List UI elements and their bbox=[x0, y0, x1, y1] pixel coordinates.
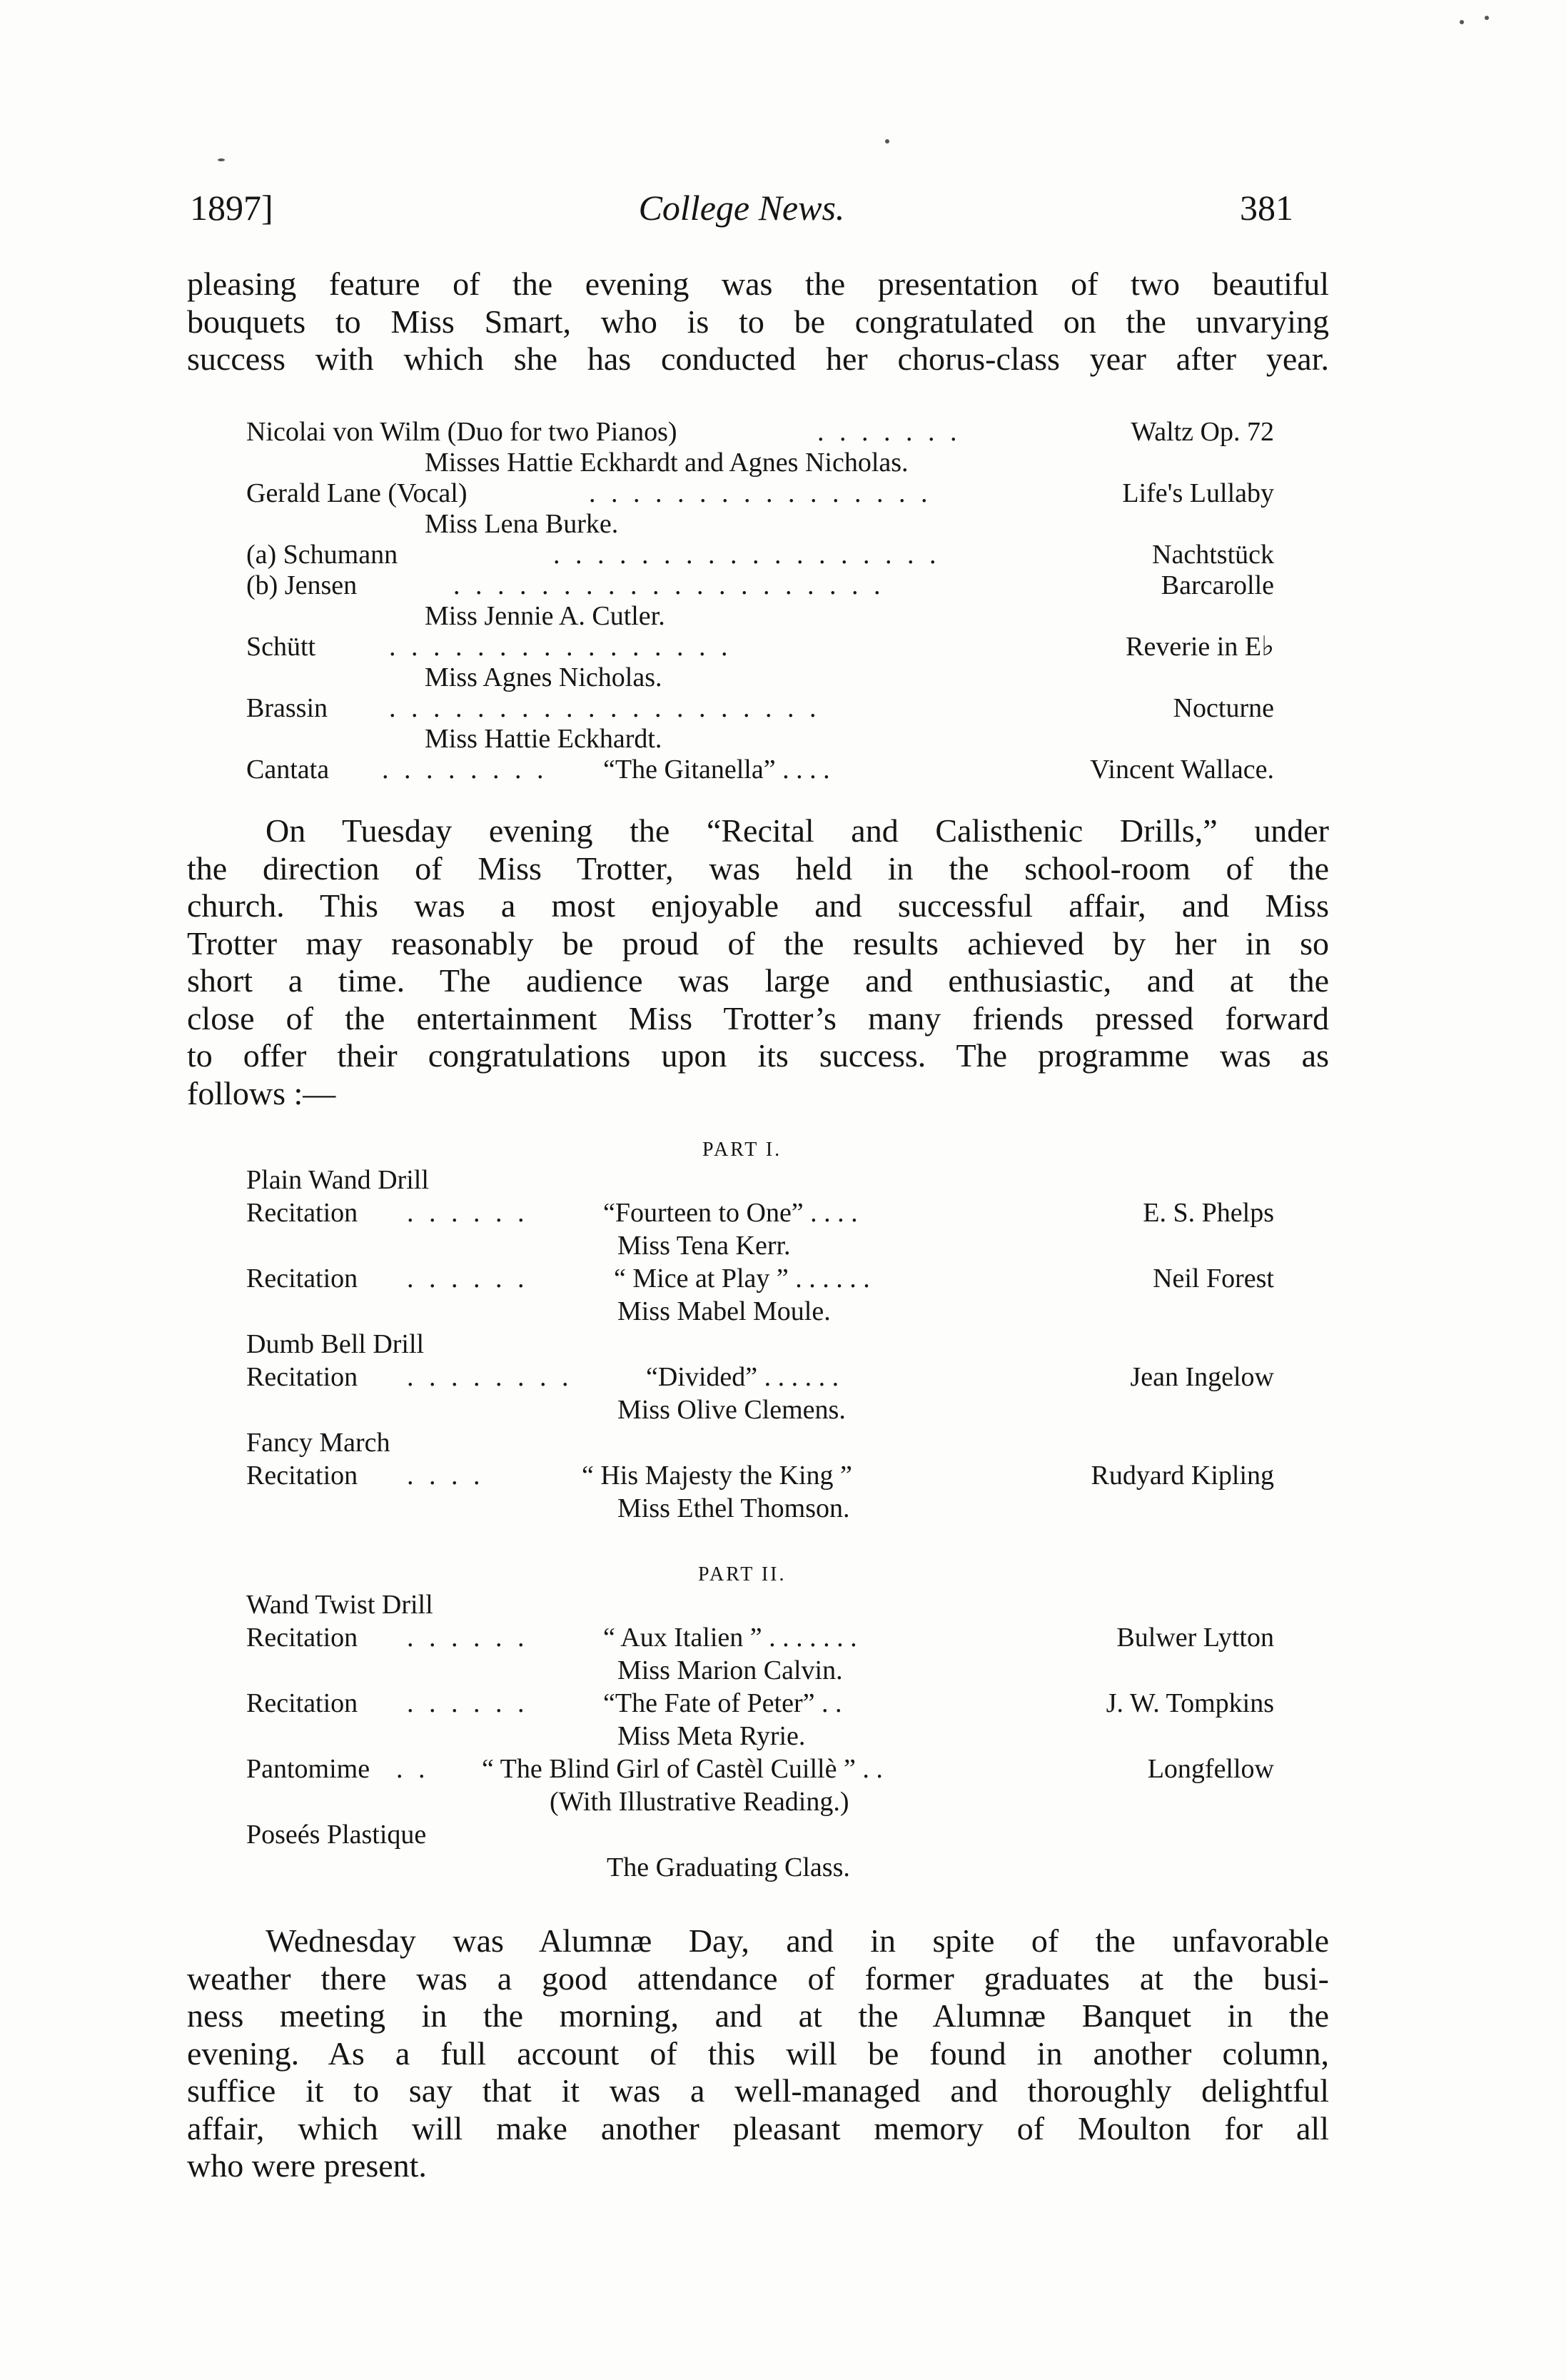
performer-name: Misses Hattie Eckhardt and Agnes Nicholas. bbox=[425, 448, 909, 478]
entry-title: Recitation bbox=[246, 1623, 358, 1653]
text-line: the direction of Miss Trotter, was held in the school-room of the bbox=[187, 849, 1329, 887]
entry-author: Barcarolle bbox=[1161, 570, 1274, 600]
dot-leader: . . . . . . . . . . . . . . . . bbox=[589, 478, 932, 508]
entry-title: Nicolai von Wilm (Duo for two Pianos) bbox=[246, 417, 677, 447]
piece-title: “Divided” . . . . . . bbox=[646, 1362, 839, 1392]
programme-performer-line bbox=[246, 1720, 1274, 1753]
programme-performer-line bbox=[246, 1851, 1274, 1884]
programme-entry bbox=[246, 1164, 1274, 1196]
text-line: ness meeting in the morning, and at the Alumnæ Banquet in the bbox=[187, 1997, 1329, 2034]
dot-leader: . . . . . . . . bbox=[407, 1362, 573, 1392]
piece-title: “ His Majesty the King ” bbox=[582, 1461, 852, 1491]
text-line: follows :— bbox=[187, 1074, 336, 1111]
programme-entry bbox=[246, 1361, 1274, 1393]
text-line: On Tuesday evening the “Recital and Calisthenic Drills,” under bbox=[266, 812, 1329, 849]
text-line: Wednesday was Alumnæ Day, and in spite of the unfavorable bbox=[266, 1922, 1329, 1959]
page-number: 381 bbox=[1240, 188, 1293, 228]
entry-title: Recitation bbox=[246, 1264, 358, 1294]
entry-title: Poseés Plastique bbox=[246, 1820, 427, 1850]
programme-entry bbox=[246, 1426, 1274, 1459]
entry-author: Bulwer Lytton bbox=[1116, 1623, 1274, 1653]
dot-leader: . . . . . . . . bbox=[382, 755, 548, 785]
piece-title: “The Gitanella” . . . . bbox=[603, 755, 830, 785]
text-line: weather there was a good attendance of former graduates at the busi- bbox=[187, 1960, 1329, 1997]
dot-leader: . . . . . . . . . . . . . . . . . . bbox=[553, 540, 941, 570]
programme-performer-line bbox=[246, 661, 1274, 694]
dot-leader: . . . . bbox=[407, 1461, 485, 1491]
entry-title: Cantata bbox=[246, 755, 330, 785]
programme-entry bbox=[246, 630, 1274, 663]
programme-entry bbox=[246, 692, 1274, 725]
entry-title: Gerald Lane (Vocal) bbox=[246, 478, 468, 508]
entry-title: Pantomime bbox=[246, 1754, 370, 1784]
scan-speck bbox=[885, 139, 889, 143]
programme-entry bbox=[246, 753, 1274, 786]
programme-entry bbox=[246, 1588, 1274, 1621]
programme-entry bbox=[246, 1196, 1274, 1229]
part-two-label: PART II. bbox=[698, 1563, 787, 1585]
performer-name: Miss Hattie Eckhardt. bbox=[425, 724, 662, 754]
entry-author: Rudyard Kipling bbox=[1091, 1461, 1274, 1491]
text-line: success with which she has conducted her chorus-class year after year. bbox=[187, 341, 1329, 377]
intro-paragraph bbox=[187, 266, 1329, 378]
entry-author: E. S. Phelps bbox=[1143, 1198, 1274, 1228]
text-line: bouquets to Miss Smart, who is to be congratulated on the unvarying bbox=[187, 303, 1329, 340]
dot-leader: . . . . . . bbox=[407, 1688, 529, 1718]
text-line: affair, which will make another pleasant memory of Moulton for all bbox=[187, 2109, 1329, 2147]
programme-performer-line bbox=[246, 600, 1274, 632]
text-line: Trotter may reasonably be proud of the results achieved by her in so bbox=[187, 924, 1329, 962]
programme-entry bbox=[246, 1262, 1274, 1295]
header-journal-title: College News. bbox=[638, 188, 845, 228]
entry-title: Recitation bbox=[246, 1198, 358, 1228]
piece-title: “ Aux Italien ” . . . . . . . bbox=[603, 1623, 857, 1653]
header-year: 1897] bbox=[190, 188, 273, 228]
programme-performer-line bbox=[246, 508, 1274, 540]
alumnae-paragraph bbox=[187, 1922, 1329, 2185]
dot-leader: . . . . . . bbox=[407, 1198, 529, 1228]
programme-performer-line bbox=[246, 1492, 1274, 1525]
performer-name: Miss Meta Ryrie. bbox=[617, 1721, 806, 1751]
scan-speck bbox=[1460, 20, 1464, 24]
entry-title: Brassin bbox=[246, 693, 328, 723]
programme-entry bbox=[246, 1753, 1274, 1785]
performer-name: Miss Ethel Thomson. bbox=[617, 1493, 850, 1523]
performer-name: Miss Lena Burke. bbox=[425, 509, 619, 539]
part-two-programme bbox=[246, 1588, 1274, 1902]
entry-author: Nocturne bbox=[1173, 693, 1274, 723]
piece-title: “ Mice at Play ” . . . . . . bbox=[614, 1264, 870, 1294]
programme-performer-line bbox=[246, 1785, 1274, 1818]
entry-title: (b) Jensen bbox=[246, 570, 358, 600]
recital-paragraph bbox=[187, 812, 1329, 1112]
performer-name: Miss Mabel Moule. bbox=[617, 1296, 831, 1326]
programme-entry bbox=[246, 1621, 1274, 1654]
text-line: pleasing feature of the evening was the presentation of two beautiful bbox=[187, 266, 1329, 302]
part-one-programme bbox=[246, 1164, 1274, 1535]
performer-name: Miss Marion Calvin. bbox=[617, 1655, 843, 1685]
part-one-label: PART I. bbox=[702, 1139, 782, 1161]
programme-performer-line bbox=[246, 1229, 1274, 1262]
entry-title: Plain Wand Drill bbox=[246, 1165, 429, 1195]
entry-title: Schütt bbox=[246, 632, 316, 662]
text-line: suffice it to say that it was a well-managed and thoroughly delightful bbox=[187, 2072, 1329, 2109]
programme-entry bbox=[246, 1459, 1274, 1492]
entry-author: Waltz Op. 72 bbox=[1131, 417, 1274, 447]
scan-speck bbox=[1485, 16, 1489, 20]
text-line: close of the entertainment Miss Trotter’s many friends pressed forward bbox=[187, 999, 1329, 1037]
piece-title: “Fourteen to One” . . . . bbox=[603, 1198, 858, 1228]
programme-entry bbox=[246, 1818, 1274, 1851]
performer-name: Miss Agnes Nicholas. bbox=[425, 662, 662, 692]
programme-entry bbox=[246, 569, 1274, 602]
page-header bbox=[190, 187, 1293, 237]
dot-leader: . . . . . . bbox=[407, 1264, 529, 1294]
programme-entry bbox=[246, 1687, 1274, 1720]
programme-entry bbox=[246, 477, 1274, 510]
dot-leader: . . . . . . bbox=[407, 1623, 529, 1653]
entry-title: Recitation bbox=[246, 1362, 358, 1392]
dot-leader: . . . . . . . . . . . . . . . . . . . . bbox=[389, 693, 821, 723]
dot-leader: . . . . . . . . . . . . . . . . . . . . bbox=[453, 570, 885, 600]
piece-title: “ The Blind Girl of Castèl Cuillè ” . . bbox=[482, 1754, 883, 1784]
text-line: short a time. The audience was large and enthusiastic, and at the bbox=[187, 962, 1329, 999]
text-line: evening. As a full account of this will be found in another column, bbox=[187, 2034, 1329, 2072]
entry-title: Recitation bbox=[246, 1688, 358, 1718]
entry-author: Longfellow bbox=[1147, 1754, 1274, 1784]
entry-title: Dumb Bell Drill bbox=[246, 1329, 425, 1359]
programme-performer-line bbox=[246, 1393, 1274, 1426]
entry-author: J. W. Tompkins bbox=[1106, 1688, 1274, 1718]
text-line: who were present. bbox=[187, 2147, 427, 2184]
piece-title: “The Fate of Peter” . . bbox=[603, 1688, 842, 1718]
performer-name: (With Illustrative Reading.) bbox=[550, 1787, 849, 1817]
entry-title: Fancy March bbox=[246, 1428, 390, 1458]
dot-leader: . . bbox=[396, 1754, 430, 1784]
performer-name: The Graduating Class. bbox=[607, 1852, 850, 1882]
performer-name: Miss Tena Kerr. bbox=[617, 1231, 791, 1261]
entry-author: Reverie in E♭ bbox=[1126, 632, 1274, 662]
programme-performer-line bbox=[246, 1295, 1274, 1328]
programme-entry bbox=[246, 538, 1274, 571]
performer-name: Miss Jennie A. Cutler. bbox=[425, 601, 665, 631]
performer-name: Miss Olive Clemens. bbox=[617, 1395, 846, 1425]
entry-author: Nachtstück bbox=[1152, 540, 1274, 570]
text-line: church. This was a most enjoyable and successful affair, and Miss bbox=[187, 887, 1329, 924]
entry-author: Life's Lullaby bbox=[1122, 478, 1274, 508]
concert-programme bbox=[246, 415, 1274, 787]
entry-author: Jean Ingelow bbox=[1130, 1362, 1274, 1392]
entry-title: (a) Schumann bbox=[246, 540, 398, 570]
entry-title: Recitation bbox=[246, 1461, 358, 1491]
dot-leader: . . . . . . . . . . . . . . . . bbox=[389, 632, 732, 662]
scan-speck bbox=[218, 158, 225, 161]
programme-performer-line bbox=[246, 722, 1274, 755]
dot-leader: . . . . . . . bbox=[817, 417, 961, 447]
entry-author: Vincent Wallace. bbox=[1090, 755, 1274, 785]
programme-performer-line bbox=[246, 1654, 1274, 1687]
entry-title: Wand Twist Drill bbox=[246, 1590, 433, 1620]
programme-performer-line bbox=[246, 446, 1274, 479]
programme-entry bbox=[246, 415, 1274, 448]
entry-author: Neil Forest bbox=[1153, 1264, 1274, 1294]
text-line: to offer their congratulations upon its success. The programme was as bbox=[187, 1037, 1329, 1074]
programme-entry bbox=[246, 1328, 1274, 1361]
